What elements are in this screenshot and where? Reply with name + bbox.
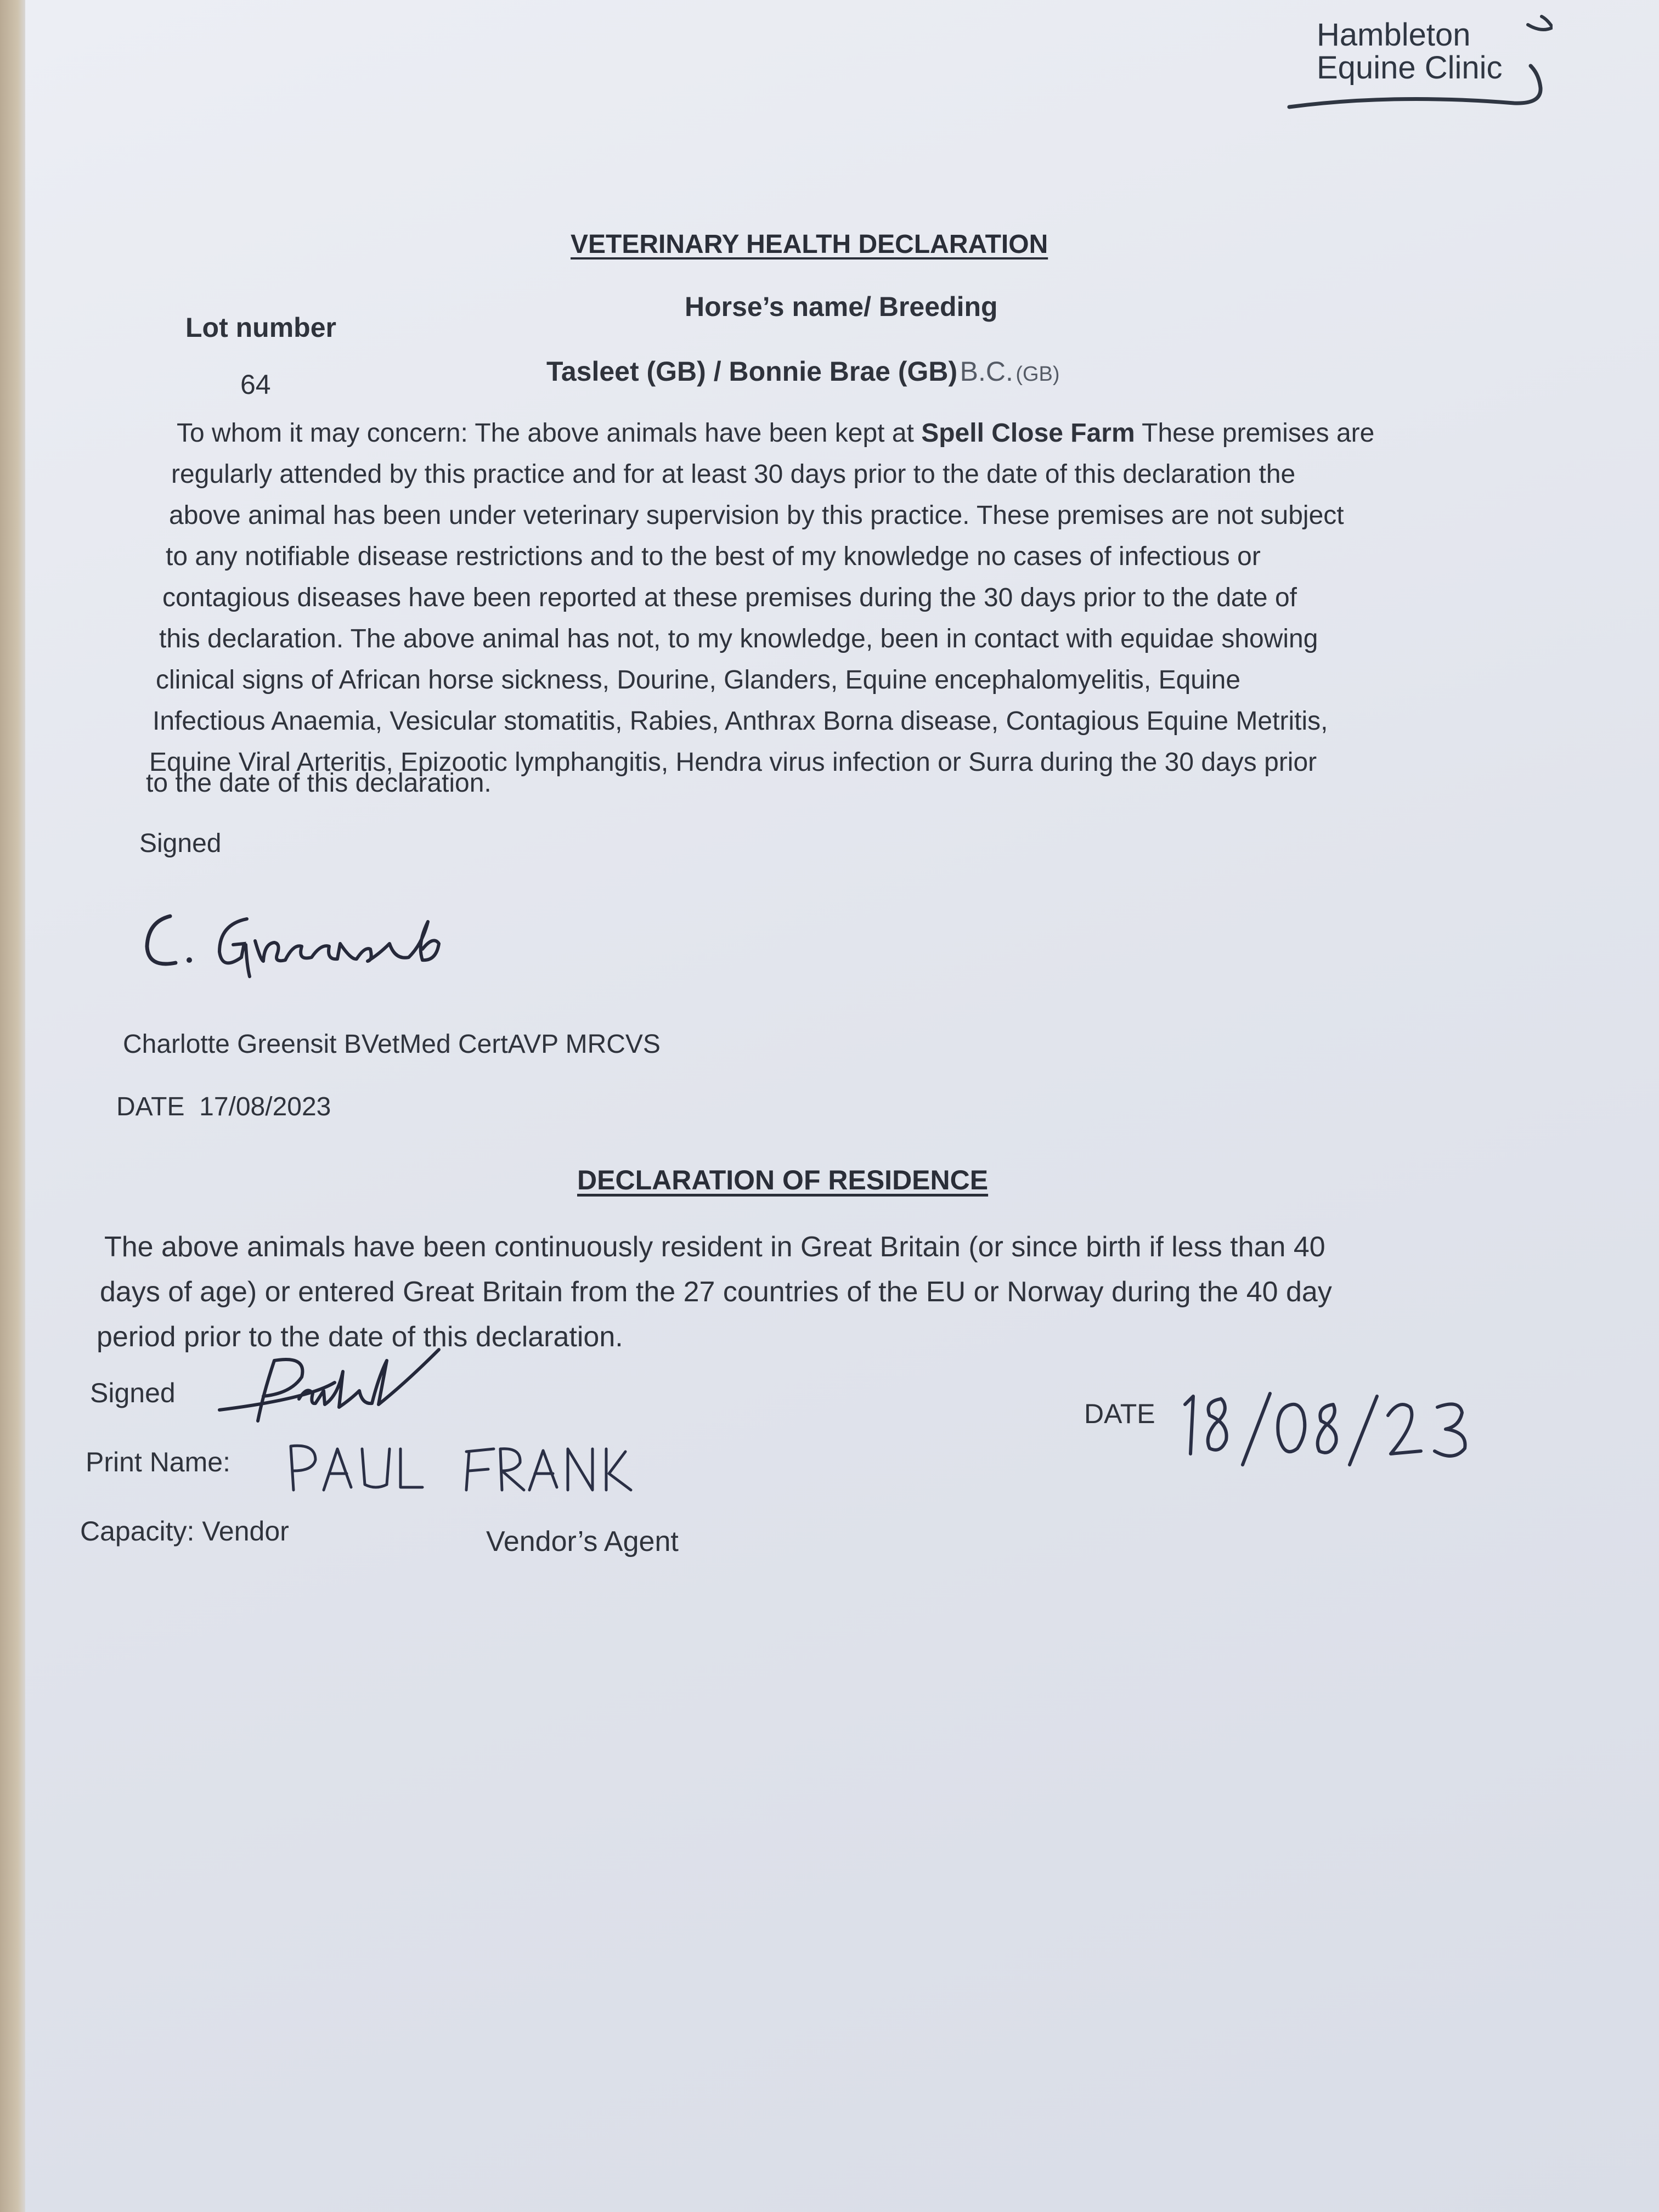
vet-declaration-body-line: Infectious Anaemia, Vesicular stomatitis, Rabies, Anthrax Borna disease, Contagious Equine Metritis, — [153, 707, 1328, 736]
clinic-name-line1: Hambleton — [1317, 17, 1471, 53]
horse-value-suffix: B.C. — [960, 356, 1013, 387]
print-name-label: Print Name: — [86, 1447, 230, 1477]
horse-value — [546, 356, 1060, 387]
vendor-agent-label: Vendor’s Agent — [486, 1526, 679, 1558]
vet-date-label: DATE — [116, 1092, 185, 1121]
vet-declaration-body-line: clinical signs of African horse sickness, Dourine, Glanders, Equine encephalomyelitis, Equine — [156, 665, 1241, 695]
horse-value-country: (GB) — [1015, 363, 1060, 386]
farm-name: Spell Close Farm — [921, 419, 1135, 448]
vet-declaration-title: VETERINARY HEALTH DECLARATION — [571, 230, 1048, 259]
residence-date-label: DATE — [1084, 1398, 1155, 1429]
residence-title: DECLARATION OF RESIDENCE — [577, 1165, 989, 1195]
horse-value-main: Tasleet (GB) / Bonnie Brae (GB) — [546, 356, 958, 387]
vet-declaration-body-line: above animal has been under veterinary supervision by this practice. These premises are not subject — [169, 501, 1344, 530]
vet-declaration-body-line: Equine Viral Arteritis, Epizootic lymphangitis, Hendra virus infection or Surra during the 30 days prior — [149, 748, 1317, 777]
clinic-name-line2: Equine Clinic — [1317, 50, 1503, 86]
vet-declaration-body-line-1 — [177, 413, 1374, 454]
residence-body-line: days of age) or entered Great Britain from the 27 countries of the EU or Norway during the 40 day — [100, 1276, 1332, 1308]
vet-date-value: 17/08/2023 — [199, 1092, 331, 1121]
clinic-logo — [1284, 11, 1553, 121]
residence-signed-label: Signed — [90, 1378, 176, 1408]
logo-swoosh-icon — [1284, 11, 1553, 121]
vet-signature — [137, 900, 444, 982]
horse-label: Horse’s name/ Breeding — [685, 291, 998, 322]
residence-date-handwritten — [1174, 1383, 1525, 1470]
vet-date — [116, 1092, 331, 1122]
vet-declaration-body-line: contagious diseases have been reported at these premises during the 30 days prior to the date of — [162, 583, 1297, 612]
body-line1-end: These premises are — [1135, 419, 1375, 448]
vet-declaration-body-line: to the date of this declaration. — [146, 769, 492, 798]
residence-signature — [198, 1339, 527, 1432]
vet-declaration-body-line: regularly attended by this practice and for at least 30 days prior to the date of this declaration the — [171, 460, 1296, 489]
capacity-vendor-label: Capacity: Vendor — [80, 1516, 289, 1547]
body-intro: To whom it may concern: The above animals have been kept at — [177, 419, 922, 448]
lot-value: 64 — [240, 369, 271, 400]
vet-signed-label: Signed — [139, 829, 222, 858]
vet-declaration-body-line: this declaration. The above animal has not, to my knowledge, been in contact with equidae showing — [159, 624, 1318, 653]
residence-body-line: The above animals have been continuously resident in Great Britain (or since birth if less than 40 — [104, 1231, 1325, 1263]
print-name-handwritten — [285, 1435, 647, 1501]
table-edge — [0, 0, 25, 2212]
residence-body-line: period prior to the date of this declaration. — [97, 1321, 623, 1353]
vet-declaration-body-line: to any notifiable disease restrictions and to the best of my knowledge no cases of infectious or — [166, 542, 1261, 571]
vet-signatory: Charlotte Greensit BVetMed CertAVP MRCVS — [123, 1030, 661, 1059]
lot-label: Lot number — [185, 312, 336, 343]
